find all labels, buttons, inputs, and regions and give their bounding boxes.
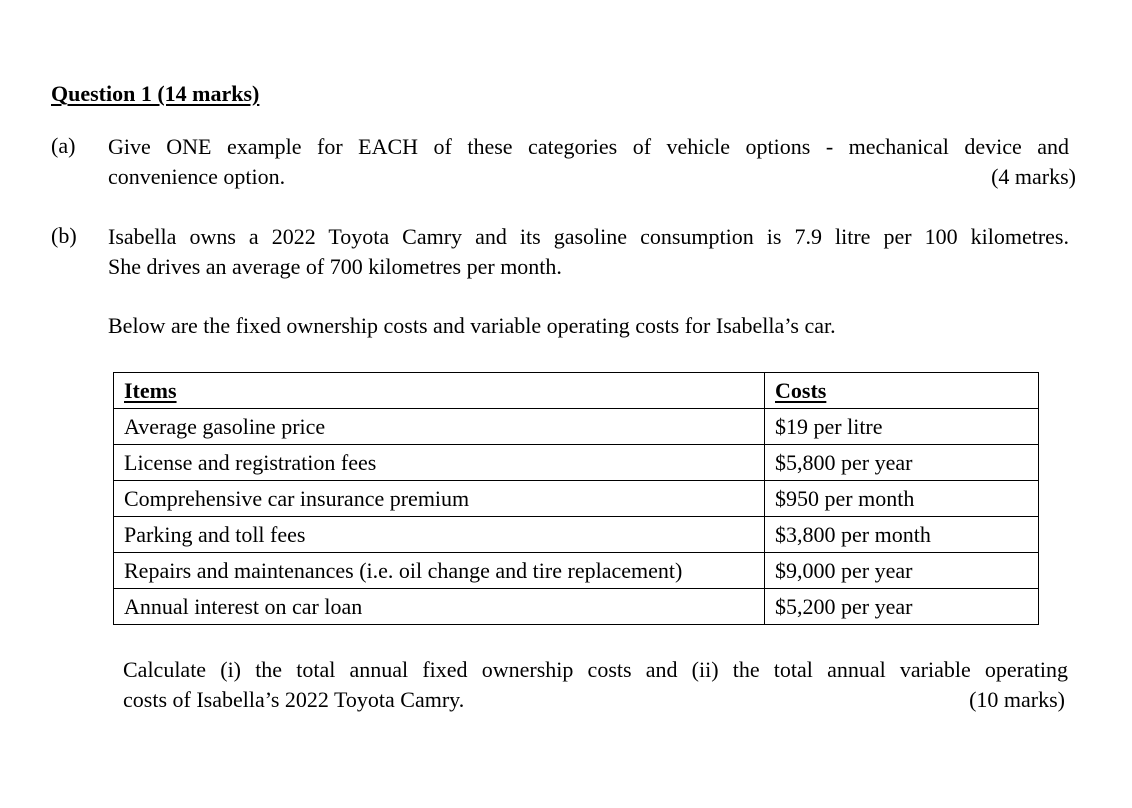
item-cell: Average gasoline price	[114, 409, 765, 445]
table-row	[114, 445, 1039, 481]
part-b-marks: (10 marks)	[969, 687, 1065, 712]
part-b-line-2: She drives an average of 700 kilometres per month.	[108, 254, 562, 279]
part-a-text	[108, 132, 1076, 192]
part-a-line-1: Give ONE example for EACH of these categories of vehicle options - mechanical device and	[108, 134, 1069, 159]
part-b-calc	[123, 655, 1068, 715]
cost-cell: $9,000 per year	[765, 553, 1039, 589]
question-heading: Question 1 (14 marks)	[51, 81, 260, 106]
table-row	[114, 409, 1039, 445]
cost-cell: $950 per month	[765, 481, 1039, 517]
part-b-label: (b)	[51, 223, 77, 248]
item-cell: License and registration fees	[114, 445, 765, 481]
item-cell: Repairs and maintenances (i.e. oil change and tire replacement)	[114, 553, 765, 589]
item-cell: Parking and toll fees	[114, 517, 765, 553]
table-row	[114, 553, 1039, 589]
cost-cell: $3,800 per month	[765, 517, 1039, 553]
costs-table	[113, 372, 1039, 625]
part-b-text	[108, 222, 1069, 282]
table-header-row	[114, 373, 1039, 409]
calc-line-1: Calculate (i) the total annual fixed ownership costs and (ii) the total annual variable operating	[123, 657, 1068, 682]
calc-line-2: costs of Isabella’s 2022 Toyota Camry.	[123, 687, 465, 712]
cost-cell: $5,200 per year	[765, 589, 1039, 625]
table-row	[114, 589, 1039, 625]
part-a-marks: (4 marks)	[991, 164, 1076, 189]
table-row	[114, 517, 1039, 553]
table-row	[114, 481, 1039, 517]
calc-line-2-row	[123, 685, 1065, 715]
part-a-line-2: convenience option.	[108, 164, 286, 189]
item-cell: Comprehensive car insurance premium	[114, 481, 765, 517]
header-costs: Costs	[765, 373, 1039, 409]
part-b-line-1: Isabella owns a 2022 Toyota Camry and its gasoline consumption is 7.9 litre per 100 kilometres.	[108, 224, 1069, 249]
part-b-intro: Below are the fixed ownership costs and variable operating costs for Isabella’s car.	[108, 313, 836, 338]
cost-cell: $5,800 per year	[765, 445, 1039, 481]
item-cell: Annual interest on car loan	[114, 589, 765, 625]
header-items: Items	[114, 373, 765, 409]
cost-cell: $19 per litre	[765, 409, 1039, 445]
part-a-line-2-row	[108, 162, 1076, 192]
part-a-label: (a)	[51, 133, 76, 158]
